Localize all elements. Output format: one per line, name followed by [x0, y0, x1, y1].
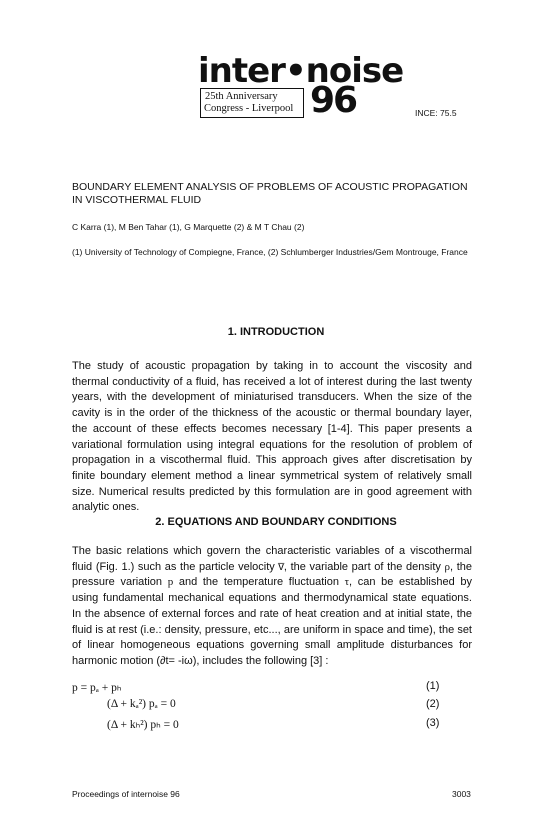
symbol-velocity: v̅ [278, 560, 284, 573]
equation-number-2: (2) [426, 698, 440, 710]
symbol-temperature: τ [344, 576, 350, 589]
symbol-pressure: p [167, 576, 174, 589]
symbol-time-derivative: ∂t= -iω [160, 654, 193, 667]
conference-logo [198, 51, 404, 122]
paper-authors: C Karra (1), M Ben Tahar (1), G Marquette (2) & M T Chau (2) [72, 222, 305, 232]
logo-year: 96 [310, 80, 357, 121]
footer-proceedings: Proceedings of internoise 96 [72, 789, 180, 799]
equation-1: p = pₐ + pₕ [72, 682, 122, 694]
equation-number-3: (3) [426, 717, 440, 729]
symbol-density: ρ [444, 560, 451, 573]
logo-line-congress: Congress - Liverpool [204, 103, 294, 114]
equation-number-1: (1) [426, 680, 440, 692]
paragraph-introduction: The study of acoustic propagation by taking in to account the viscosity and thermal conductivity of a fluid, has received a lot of interest during the last twenty years, with the development of miniaturised transducers. When the size of the cavity is in the order of the thickness of the acoustic or thermal boundary layer, the account of these effects becomes necessary [1-4]. This paper presents a variational formulation using integral equations for the resolution of problem of propagation in a viscothermal fluid. This approach gives after discretisation by finite boundary element method a linear symmetrical system of relatively small size. Numerical results predicted by this formulation are in good agreement with analytic ones. [72, 360, 472, 514]
logo-wordmark: inter•noise [198, 51, 404, 91]
text-segment: and the temperature fluctuation [173, 576, 345, 589]
text-segment: , can be established by using fundamental mechanical equations and thermodynamical state equations. In the absence of external forces and rate of heat creation and at initial state, the fluid is at rest (i.e.: density, pressure, etc..., are uniform in space and time), the set of linear homogeneous equations governing small amplitude disturbances for harmonic motion ( [72, 576, 472, 667]
reference-code: INCE: 75.5 [415, 108, 457, 118]
equation-2: (Δ + kₐ²) pₐ = 0 [107, 698, 176, 710]
equation-3: (Δ + kₕ²) pₕ = 0 [107, 719, 179, 731]
section-heading-introduction: 1. INTRODUCTION [227, 326, 325, 338]
text-segment: , the pressure variation [72, 560, 473, 589]
paper-affiliations: (1) University of Technology of Compiegne, France, (2) Schlumberger Industries/Gem Montrouge, France [72, 247, 468, 257]
paper-title: BOUNDARY ELEMENT ANALYSIS OF PROBLEMS OF ACOUSTIC PROPAGATION IN VISCOTHERMAL FLUID [72, 181, 468, 206]
text-segment: The basic relations which govern the characteristic variables of a viscothermal fluid (Fig. 1.) such as the particle velocity [72, 545, 472, 573]
page-number: 3003 [452, 789, 471, 799]
text-segment: ), includes the following [3] : [192, 654, 329, 667]
section-heading-equations: 2. EQUATIONS AND BOUNDARY CONDITIONS [155, 516, 397, 528]
paragraph-equations [72, 544, 472, 670]
text-segment: , the variable part of the density [283, 560, 445, 573]
logo-line-anniversary: 25th Anniversary [205, 91, 278, 102]
logo-subtitle-box [200, 88, 304, 118]
